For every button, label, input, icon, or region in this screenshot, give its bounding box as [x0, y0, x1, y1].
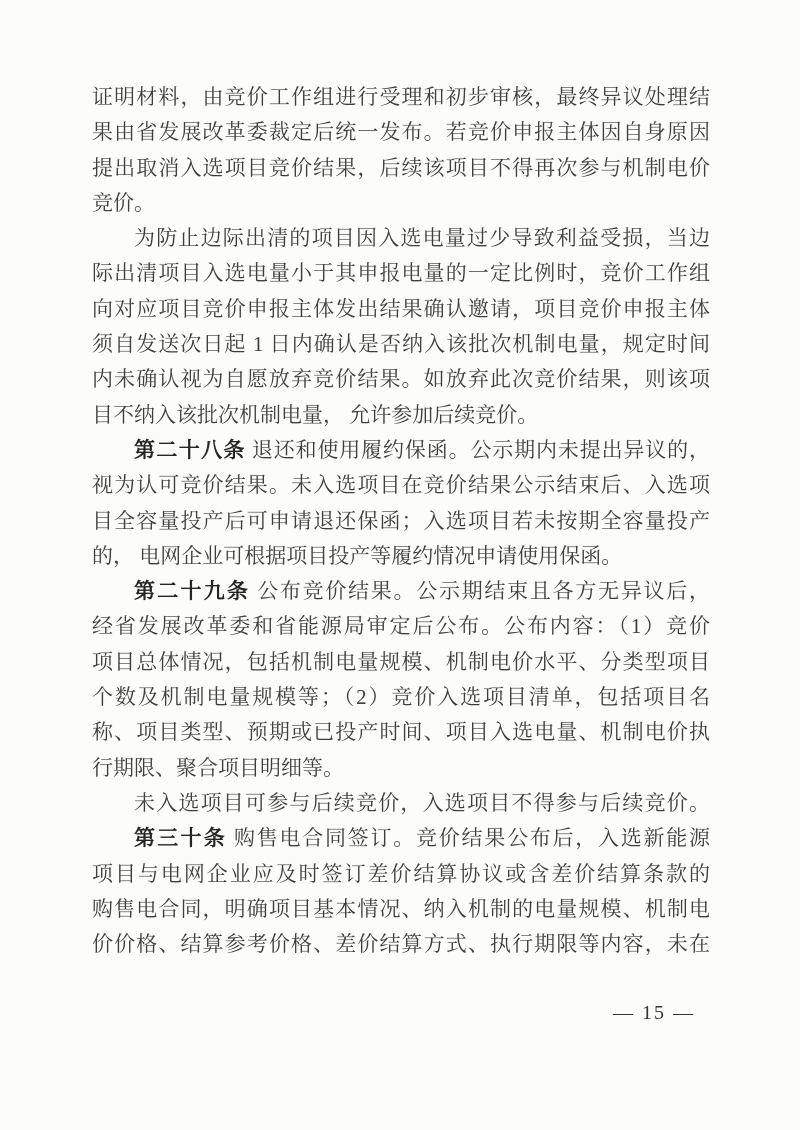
- text-line: 目全容量投产后可申请退还保函；入选项目若未按期全容量投产: [92, 508, 710, 533]
- paragraph: [92, 786, 710, 821]
- text-line: 未入选项目可参与后续竞价，入选项目不得参与后续竞价。: [134, 790, 710, 815]
- article-number: 第二十八条: [134, 438, 246, 462]
- text-line: 提出取消入选项目竞价结果，后续该项目不得再次参与机制电价: [92, 155, 710, 180]
- text-line: 第三十条 购售电合同签订。竞价结果公布后，入选新能源: [134, 826, 710, 851]
- text-line: 行期限、聚合项目明细等。: [92, 755, 344, 780]
- text-line: 果由省发展改革委裁定后统一发布。若竞价申报主体因自身原因: [92, 120, 710, 145]
- article-number: 第二十九条: [134, 580, 251, 604]
- text-line: 第二十九条 公布竞价结果。公示期结束且各方无异议后，: [134, 579, 711, 604]
- page-number: — 15 —: [613, 1002, 695, 1024]
- text-line: 价价格、结算参考价格、差价结算方式、执行期限等内容，未在: [92, 932, 710, 957]
- text-line: 项目与电网企业应及时签订差价结算协议或含差价结算条款的: [92, 861, 710, 886]
- article-number: 第三十条: [134, 827, 227, 851]
- text-line: 证明材料，由竞价工作组进行受理和初步审核，最终异议处理结: [92, 85, 710, 109]
- text-line: 项目总体情况，包括机制电量规模、机制电价水平、分类型项目: [92, 649, 710, 674]
- paragraph: [92, 821, 710, 962]
- text-line: 须自发送次日起 1 日内确认是否纳入该批次机制电量，规定时间: [92, 332, 710, 357]
- text-line: 第二十八条 退还和使用履约保函。公示期内未提出异议的，: [134, 437, 711, 462]
- paragraph: [92, 433, 710, 574]
- text-line: 视为认可竞价结果。未入选项目在竞价结果公示结束后、入选项: [92, 473, 710, 498]
- paragraph: [92, 80, 710, 221]
- text-line: 竞价。: [92, 190, 155, 215]
- text-line: 目不纳入该批次机制电量， 允许参加后续竞价。: [92, 402, 539, 427]
- text-line: 称、项目类型、预期或已投产时间、项目入选电量、机制电价执: [92, 720, 710, 745]
- text-line: 内未确认视为自愿放弃竞价结果。如放弃此次竞价结果，则该项: [92, 367, 710, 392]
- text-line: 购售电合同，明确项目基本情况、纳入机制的电量规模、机制电: [92, 896, 710, 921]
- text-block: [92, 80, 710, 962]
- text-line: 为防止边际出清的项目因入选电量过少导致利益受损，当边: [134, 226, 710, 251]
- paragraph: [92, 574, 710, 786]
- text-line: 个数及机制电量规模等；（2）竞价入选项目清单，包括项目名: [92, 685, 710, 710]
- text-line: 际出清项目入选电量小于其申报电量的一定比例时，竞价工作组: [92, 261, 710, 286]
- paragraph: [92, 221, 710, 433]
- text-line: 的， 电网企业可根据项目投产等履约情况申请使用保函。: [92, 543, 623, 568]
- text-line: 经省发展改革委和省能源局审定后公布。公布内容：（1）竞价: [92, 614, 710, 639]
- text-line: 向对应项目竞价申报主体发出结果确认邀请，项目竞价申报主体: [92, 296, 710, 321]
